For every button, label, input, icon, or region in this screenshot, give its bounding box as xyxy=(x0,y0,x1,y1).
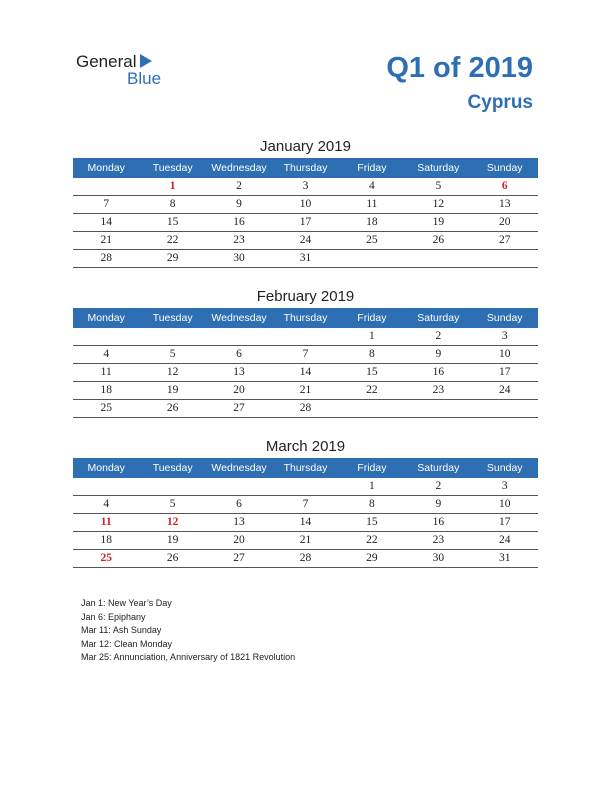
day-cell: 7 xyxy=(103,198,110,210)
day-cell: 3 xyxy=(501,330,508,342)
day-cell xyxy=(73,178,139,195)
day-cell: 26 xyxy=(166,402,179,414)
day-cell: 20 xyxy=(233,534,245,546)
day-cell xyxy=(339,400,405,417)
day-cell: 7 xyxy=(302,348,309,360)
week-row xyxy=(73,478,538,496)
weekday-header: Wednesday xyxy=(211,312,267,324)
day-cell: 12 xyxy=(432,198,445,210)
day-cell: 8 xyxy=(369,348,375,360)
week-row xyxy=(73,382,538,400)
day-cell: 2 xyxy=(236,180,242,192)
day-cell xyxy=(73,328,139,345)
day-cell: 30 xyxy=(432,552,445,564)
day-cell: 6 xyxy=(236,348,242,360)
weekday-header: Thursday xyxy=(283,162,328,174)
weekday-header: Sunday xyxy=(486,462,523,474)
logo-text-general: General xyxy=(76,52,137,71)
weekday-header: Thursday xyxy=(283,462,328,474)
day-cell xyxy=(206,478,272,495)
day-cell: 17 xyxy=(498,366,511,378)
month-title: March 2019 xyxy=(265,438,346,455)
day-cell: 22 xyxy=(366,534,378,546)
day-cell: 27 xyxy=(498,234,511,246)
day-cell xyxy=(139,328,205,345)
weekday-header: Saturday xyxy=(417,462,460,474)
page-title: Q1 of 2019 xyxy=(386,52,533,84)
day-cell: 3 xyxy=(302,180,309,192)
day-cell xyxy=(272,328,338,345)
day-cell: 31 xyxy=(498,552,511,564)
day-cell: 4 xyxy=(369,180,375,192)
day-cell: 25 xyxy=(100,402,112,414)
day-cell: 7 xyxy=(302,498,309,510)
weekday-header: Wednesday xyxy=(211,162,267,174)
day-cell: 6 xyxy=(501,180,508,192)
holiday-note: Mar 25: Annunciation, Anniversary of 1821 Revolution xyxy=(81,652,296,662)
weekday-header: Friday xyxy=(357,462,387,474)
day-cell: 23 xyxy=(432,534,445,546)
month-calendar xyxy=(73,136,538,268)
day-cell: 24 xyxy=(498,534,511,546)
day-cell: 26 xyxy=(432,234,445,246)
day-cell: 10 xyxy=(498,498,511,510)
month-title: January 2019 xyxy=(260,138,351,155)
week-row xyxy=(73,232,538,250)
day-cell: 28 xyxy=(299,402,312,414)
holiday-note: Jan 6: Epiphany xyxy=(81,611,146,622)
day-cell xyxy=(472,250,538,267)
day-cell: 18 xyxy=(100,384,112,396)
week-row xyxy=(73,328,538,346)
day-cell: 16 xyxy=(432,516,445,528)
day-cell: 5 xyxy=(169,348,176,360)
day-cell: 10 xyxy=(299,198,312,210)
month-calendar xyxy=(73,286,538,418)
day-cell xyxy=(339,250,405,267)
day-cell: 20 xyxy=(498,216,511,228)
weekday-header: Friday xyxy=(357,162,387,174)
day-cell xyxy=(472,400,538,417)
day-cell: 21 xyxy=(299,384,312,396)
day-cell: 4 xyxy=(103,498,110,510)
month-title: February 2019 xyxy=(256,288,355,305)
weekday-header: Saturday xyxy=(417,162,460,174)
day-cell: 14 xyxy=(100,216,112,228)
day-cell xyxy=(272,478,338,495)
day-cell: 22 xyxy=(166,234,179,246)
day-cell: 11 xyxy=(100,366,112,378)
day-cell: 2 xyxy=(435,330,442,342)
day-cell: 21 xyxy=(299,534,312,546)
day-cell: 14 xyxy=(299,366,312,378)
logo-text-blue: Blue xyxy=(127,69,162,88)
day-cell: 18 xyxy=(100,534,112,546)
day-cell xyxy=(206,328,272,345)
day-cell: 15 xyxy=(366,366,378,378)
day-cell: 24 xyxy=(299,234,312,246)
day-cell xyxy=(405,400,471,417)
day-cell: 14 xyxy=(299,516,312,528)
day-cell: 23 xyxy=(233,234,245,246)
weekday-header: Monday xyxy=(87,162,125,174)
day-cell: 15 xyxy=(366,516,378,528)
day-cell: 27 xyxy=(233,402,245,414)
day-cell: 11 xyxy=(366,198,378,210)
day-cell: 9 xyxy=(435,348,442,360)
day-cell: 6 xyxy=(236,498,242,510)
weekday-header: Sunday xyxy=(486,162,523,174)
weekday-header: Monday xyxy=(87,462,125,474)
logo-flag-icon xyxy=(140,54,152,68)
day-cell: 15 xyxy=(166,216,179,228)
day-cell: 8 xyxy=(169,198,176,210)
weekday-header: Wednesday xyxy=(211,462,267,474)
day-cell xyxy=(405,250,471,267)
week-row xyxy=(73,550,538,568)
day-cell: 22 xyxy=(366,384,378,396)
week-row xyxy=(73,532,538,550)
day-cell: 17 xyxy=(299,216,312,228)
page-subtitle-country: Cyprus xyxy=(467,92,533,113)
day-cell xyxy=(73,478,139,495)
weekday-header: Saturday xyxy=(417,312,460,324)
day-cell: 4 xyxy=(103,348,110,360)
day-cell: 28 xyxy=(100,252,112,264)
day-cell: 19 xyxy=(166,384,179,396)
week-row xyxy=(73,346,538,364)
holiday-note: Mar 12: Clean Monday xyxy=(81,638,173,649)
day-cell: 31 xyxy=(299,252,312,264)
day-cell: 30 xyxy=(233,252,245,264)
weekday-header-row xyxy=(73,458,538,478)
day-cell: 1 xyxy=(369,480,375,492)
week-row xyxy=(73,514,538,532)
day-cell: 2 xyxy=(435,480,442,492)
day-cell: 18 xyxy=(366,216,378,228)
week-row xyxy=(73,196,538,214)
week-row xyxy=(73,496,538,514)
weekday-header: Monday xyxy=(87,312,125,324)
day-cell: 13 xyxy=(498,198,511,210)
day-cell: 29 xyxy=(366,552,378,564)
day-cell: 10 xyxy=(498,348,511,360)
day-cell: 28 xyxy=(299,552,312,564)
day-cell: 29 xyxy=(166,252,179,264)
day-cell: 8 xyxy=(369,498,375,510)
brand-logo xyxy=(76,52,176,92)
day-cell: 17 xyxy=(498,516,511,528)
day-cell: 25 xyxy=(366,234,378,246)
day-cell: 27 xyxy=(233,552,245,564)
day-cell: 24 xyxy=(498,384,511,396)
weekday-header: Tuesday xyxy=(152,162,193,174)
week-row xyxy=(73,400,538,418)
day-cell: 3 xyxy=(501,480,508,492)
holiday-note: Jan 1: New Year’s Day xyxy=(81,598,172,608)
day-cell: 11 xyxy=(100,516,112,528)
day-cell: 26 xyxy=(166,552,179,564)
weekday-header: Sunday xyxy=(486,312,523,324)
day-cell: 21 xyxy=(100,234,112,246)
day-cell: 9 xyxy=(236,198,242,210)
week-row xyxy=(73,214,538,232)
weekday-header: Tuesday xyxy=(152,312,193,324)
holiday-notes xyxy=(81,597,295,665)
day-cell: 13 xyxy=(233,366,245,378)
weekday-header: Tuesday xyxy=(152,462,193,474)
day-cell: 1 xyxy=(369,330,375,342)
month-calendar xyxy=(73,436,538,568)
day-cell: 1 xyxy=(169,180,176,192)
day-cell: 12 xyxy=(166,366,179,378)
day-cell: 5 xyxy=(435,180,442,192)
weekday-header-row xyxy=(73,158,538,178)
day-cell: 16 xyxy=(432,366,445,378)
day-cell: 12 xyxy=(166,516,179,528)
weekday-header-row xyxy=(73,308,538,328)
day-cell: 23 xyxy=(432,384,445,396)
week-row xyxy=(73,178,538,196)
day-cell: 25 xyxy=(100,552,112,564)
holiday-note: Mar 11: Ash Sunday xyxy=(81,625,162,635)
day-cell: 16 xyxy=(233,216,245,228)
day-cell: 19 xyxy=(432,216,445,228)
week-row xyxy=(73,364,538,382)
week-row xyxy=(73,250,538,268)
day-cell: 5 xyxy=(169,498,176,510)
day-cell xyxy=(139,478,205,495)
day-cell: 9 xyxy=(435,498,442,510)
weekday-header: Friday xyxy=(357,312,387,324)
weekday-header: Thursday xyxy=(283,312,328,324)
day-cell: 20 xyxy=(233,384,245,396)
day-cell: 13 xyxy=(233,516,245,528)
day-cell: 19 xyxy=(166,534,179,546)
